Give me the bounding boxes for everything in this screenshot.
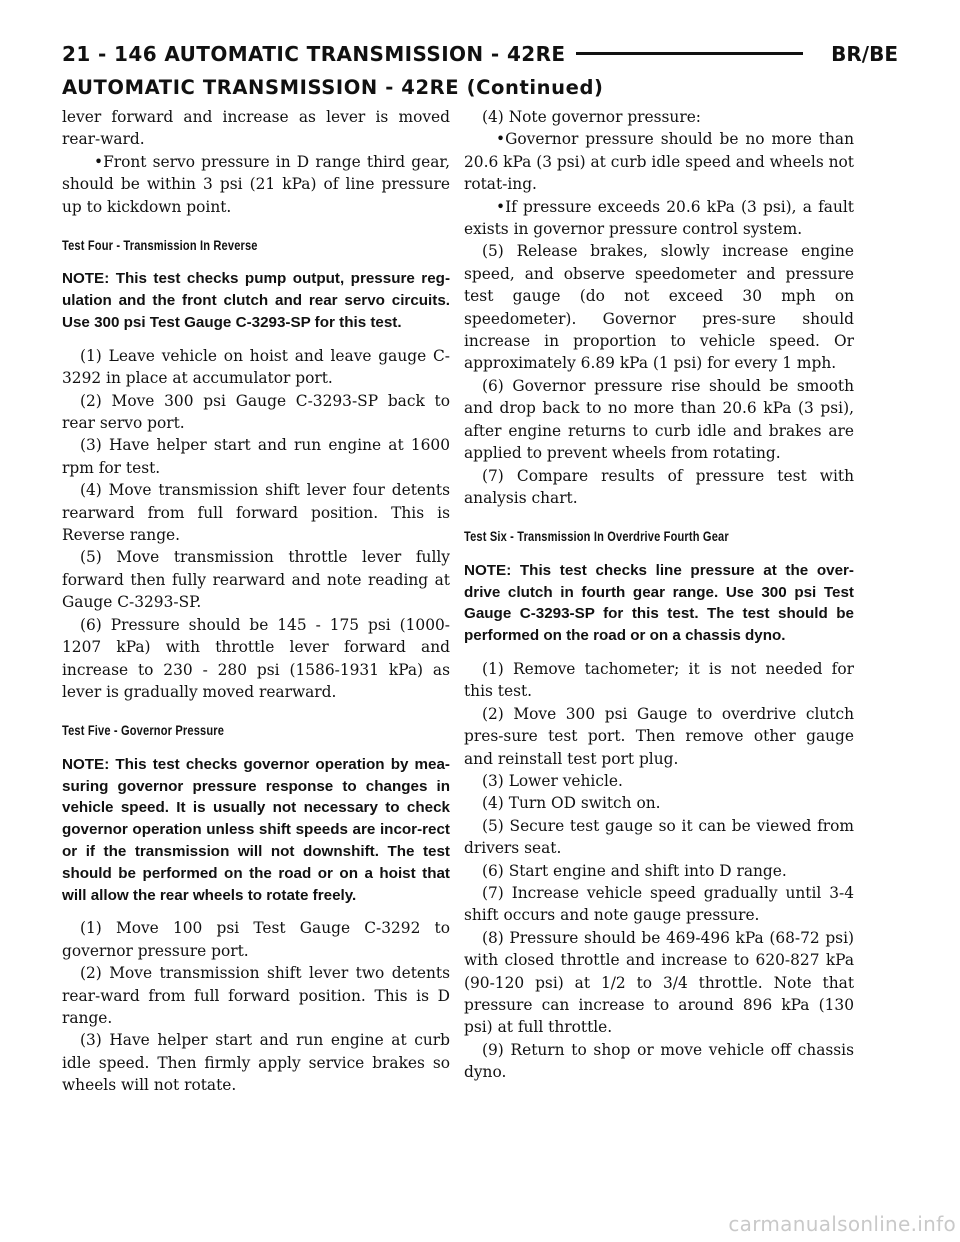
step: (2) Move 300 psi Gauge C-3293-SP back to rear servo port. (62, 391, 450, 433)
step: (3) Have helper start and run engine at curb idle speed. Then firmly apply service brakes so wheels will not rotate. (62, 1031, 450, 1095)
page-header (62, 40, 898, 80)
step: (5) Secure test gauge so it can be viewed from drivers seat. (464, 816, 854, 858)
bullet-text: Governor pressure should be no more than 20.6 kPa (3 psi) at curb idle speed and wheels not rotat-ing. (464, 130, 854, 194)
step: (3) Lower vehicle. (482, 771, 623, 790)
header-title: 21 - 146 AUTOMATIC TRANSMISSION - 42RE (62, 42, 576, 66)
bullet-item (464, 196, 854, 241)
bullet-item (464, 128, 854, 195)
section-subtitle: AUTOMATIC TRANSMISSION - 42RE (Continued) (62, 76, 604, 99)
bullet-glyph: • (496, 197, 506, 216)
test-five-note: NOTE: This test checks governor operation by mea-suring governor pressure response to changes in vehicle speed. It is usually not necessary to check governor operation unless shift speeds are incor-rect or if the transmission will not downshift. The test should be performed on the road or on a hoist that will allow the rear wheels to rotate freely. (62, 755, 450, 904)
test-four-heading: Test Four - Transmission In Reverse (62, 238, 258, 254)
bullet-glyph: • (496, 130, 506, 149)
step: (9) Return to shop or move vehicle off chassis dyno. (464, 1040, 854, 1082)
header-model: BR/BE (821, 42, 898, 66)
step: (3) Have helper start and run engine at 1600 rpm for test. (62, 436, 450, 477)
step: (5) Move transmission throttle lever fully forward then fully rearward and note reading at Gauge C-3293-SP. (62, 548, 450, 612)
bullet-text: If pressure exceeds 20.6 kPa (3 psi), a fault exists in governor pressure control system. (464, 197, 854, 239)
step: (1) Remove tachometer; it is not needed for this test. (464, 659, 854, 701)
step: (7) Compare results of pressure test with analysis chart. (464, 466, 854, 507)
bullet-item (62, 151, 450, 218)
step: (2) Move transmission shift lever two detents rear-ward from full forward position. This is D range. (62, 964, 450, 1027)
step: (6) Governor pressure rise should be smooth and drop back to no more than 20.6 kPa (3 psi), after engine returns to curb idle and brakes are applied to prevent wheels from rotating. (464, 376, 854, 463)
right-column (464, 106, 854, 1084)
bullet-text: Front servo pressure in D range third gear, should be within 3 psi (21 kPa) of line pressure up to kickdown point. (62, 152, 450, 216)
test-five-heading: Test Five - Governor Pressure (62, 723, 225, 739)
step: (4) Turn OD switch on. (482, 794, 661, 813)
step: (5) Release brakes, slowly increase engine speed, and observe speedometer and pressure test gauge (do not exceed 30 mph on speedometer). Governor pres-sure should increase in proportion to vehicle speed. Or approximately 6.89 kPa (1 psi) for every 1 mph. (464, 242, 854, 373)
test-six-note: NOTE: This test checks line pressure at the over-drive clutch in fourth gear range. Use 300 psi Test Gauge C-3293-SP for this test. The test should be performed on the road or on a chassis dyno. (464, 561, 854, 645)
step: (1) Leave vehicle on hoist and leave gauge C-3292 in place at accumulator port. (62, 346, 450, 388)
test-six-heading: Test Six - Transmission In Overdrive Fourth Gear (464, 529, 729, 545)
step: (4) Move transmission shift lever four detents rearward from full forward position. This is Reverse range. (62, 481, 450, 545)
bullet-glyph: • (94, 152, 104, 171)
watermark-link[interactable]: carmanualsonline.info (728, 1212, 956, 1236)
step: (7) Increase vehicle speed gradually until 3-4 shift occurs and note gauge pressure. (464, 883, 854, 925)
test-four-note: NOTE: This test checks pump output, pressure reg-ulation and the front clutch and rear servo circuits. Use 300 psi Test Gauge C-3293-SP for this test. (62, 270, 450, 332)
step: (2) Move 300 psi Gauge to overdrive clutch pres-sure test port. Then remove other gauge and reinstall test port plug. (464, 704, 854, 768)
step: (4) Note governor pressure: (482, 108, 701, 126)
step: (1) Move 100 psi Test Gauge C-3292 to governor pressure port. (62, 919, 450, 960)
step: (6) Pressure should be 145 - 175 psi (1000-1207 kPa) with throttle lever forward and increase to 230 - 280 psi (1586-1931 kPa) as lever is gradually moved rearward. (62, 615, 450, 701)
paragraph: lever forward and increase as lever is moved rear-ward. (62, 108, 450, 149)
left-column (62, 106, 450, 1097)
step: (6) Start engine and shift into D range. (482, 861, 787, 880)
step: (8) Pressure should be 469-496 kPa (68-72 psi) with closed throttle and increase to 620-827 kPa (90-120 psi) at 1/2 to 3/4 throttle. Note that pressure can increase to around 896 kPa (130 psi) at full throttle. (464, 928, 854, 1037)
